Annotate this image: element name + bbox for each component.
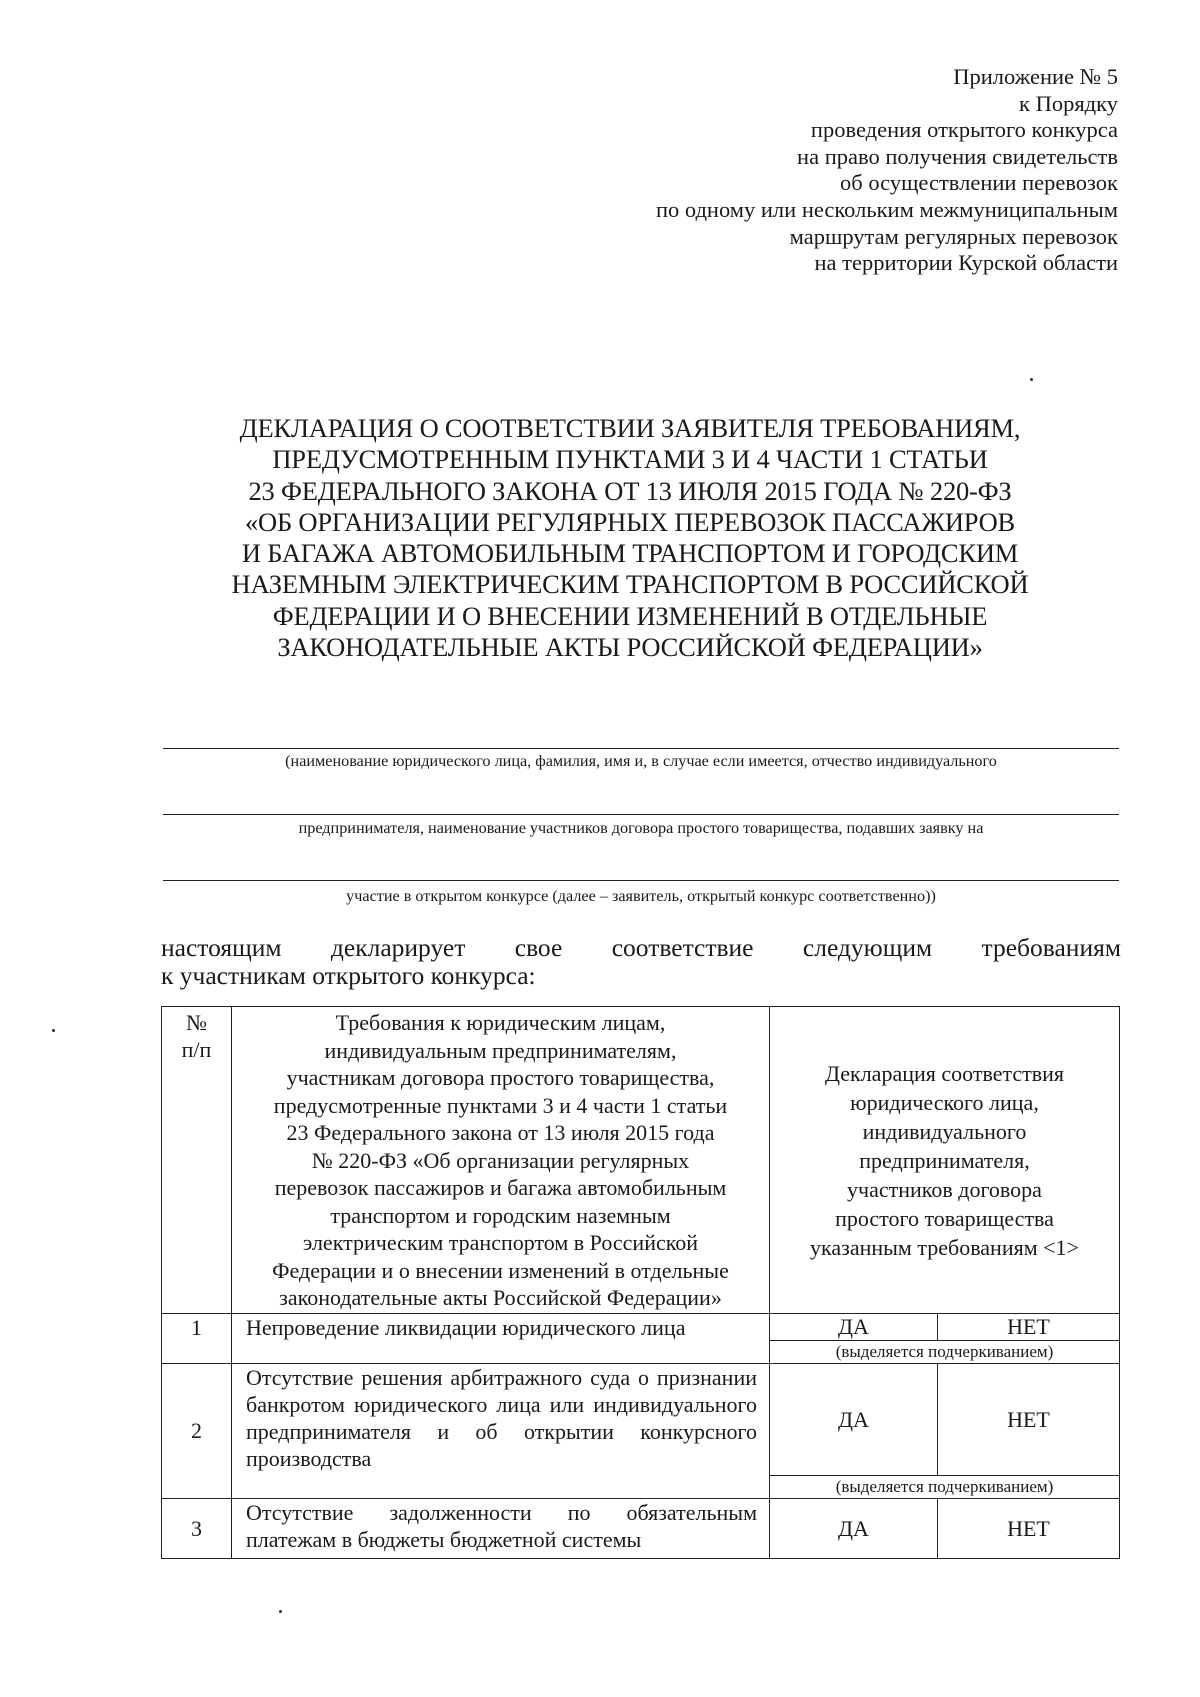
underline-note: (выделяется подчеркиванием) <box>770 1341 1120 1364</box>
no-option[interactable]: НЕТ <box>938 1364 1120 1476</box>
header-requirements-cell <box>232 1007 770 1314</box>
appendix-line: по одному или нескольким межмуниципальным <box>655 196 1118 222</box>
yes-option[interactable]: ДА <box>770 1364 938 1476</box>
document-title <box>180 413 1080 663</box>
intro-word: требованиям <box>981 933 1121 962</box>
title-line: ПРЕДУСМОТРЕННЫМ ПУНКТАМИ 3 И 4 ЧАСТИ 1 СТАТЬИ <box>272 444 988 475</box>
applicant-caption-2: предпринимателя, наименование участников договора простого товарищества, подавших заявку на <box>298 819 984 837</box>
row-number: 2 <box>162 1364 232 1499</box>
scan-speck <box>1030 378 1033 381</box>
applicant-name-field-1[interactable] <box>163 748 1119 749</box>
header-decl-line: указанным требованиям <1> <box>810 1234 1079 1260</box>
appendix-line: к Порядку <box>1019 90 1118 116</box>
header-decl-line: участников договора <box>847 1176 1042 1202</box>
appendix-line: проведения открытого конкурса <box>810 117 1118 143</box>
yes-option[interactable]: ДА <box>770 1314 938 1341</box>
header-req-line: Требования к юридическим лицам, <box>335 1010 666 1035</box>
header-number-line: № <box>186 1010 207 1035</box>
appendix-line: на территории Курской области <box>814 250 1118 276</box>
header-decl-line: простого товарищества <box>835 1205 1054 1231</box>
table-row <box>162 1314 1120 1341</box>
header-req-line: Федерации и о внесении изменений в отдельные <box>272 1257 729 1283</box>
appendix-line: на право получения свидетельств <box>797 143 1118 169</box>
appendix-line: Приложение № 5 <box>953 64 1118 89</box>
intro-word: следующим <box>802 933 933 962</box>
intro-word: соответствие <box>611 933 754 962</box>
no-option[interactable]: НЕТ <box>938 1314 1120 1341</box>
requirements-table <box>161 1006 1120 1559</box>
header-decl-line: Декларация соответствия <box>824 1060 1065 1086</box>
applicant-caption-1: (наименование юридического лица, фамилия, имя и, в случае если имеется, отчество индивидуального <box>285 752 997 770</box>
underline-note: (выделяется подчеркиванием) <box>770 1476 1120 1499</box>
intro-line-2: к участникам открытого конкурса: <box>161 961 536 990</box>
header-req-line: 23 Федерального закона от 13 июля 2015 года <box>286 1120 715 1145</box>
header-req-line: электрическим транспортом в Российской <box>302 1230 699 1255</box>
title-line: ДЕКЛАРАЦИЯ О СООТВЕТСТВИИ ЗАЯВИТЕЛЯ ТРЕБОВАНИЯМ, <box>239 413 1021 443</box>
applicant-caption-3: участие в открытом конкурсе (далее – заявитель, открытый конкурс соответственно)) <box>346 887 936 905</box>
header-req-line: предусмотренные пунктами 3 и 4 части 1 статьи <box>273 1092 728 1118</box>
row-requirement-text: Отсутствие решения арбитражного суда о признании банкротом юридического лица или индивидуального предпринимателя и об открытии конкурсного производства <box>232 1364 770 1499</box>
header-decl-line: предпринимателя, <box>859 1147 1030 1173</box>
title-line: 23 ФЕДЕРАЛЬНОГО ЗАКОНА ОТ 13 ИЮЛЯ 2015 ГОДА № 220-ФЗ <box>248 475 1012 506</box>
header-req-line: транспортом и городским наземным <box>330 1202 671 1228</box>
header-number-cell <box>162 1007 232 1314</box>
intro-word: настоящим <box>161 933 282 962</box>
intro-word: декларирует <box>330 933 466 962</box>
appendix-line: маршрутам регулярных перевозок <box>789 223 1118 249</box>
no-option[interactable]: НЕТ <box>938 1499 1120 1559</box>
scan-speck <box>279 1610 282 1613</box>
scan-speck <box>52 1029 55 1032</box>
title-line: ФЕДЕРАЦИИ И О ВНЕСЕНИИ ИЗМЕНЕНИЙ В ОТДЕЛЬНЫЕ <box>272 600 988 631</box>
title-line: НАЗЕМНЫМ ЭЛЕКТРИЧЕСКИМ ТРАНСПОРТОМ В РОССИЙСКОЙ <box>231 569 1029 600</box>
title-line: «ОБ ОРГАНИЗАЦИИ РЕГУЛЯРНЫХ ПЕРЕВОЗОК ПАССАЖИРОВ <box>244 506 1016 537</box>
header-decl-line: юридического лица, <box>850 1089 1039 1115</box>
header-decl-line: индивидуального <box>862 1118 1027 1144</box>
intro-paragraph <box>161 934 1121 990</box>
header-req-line: участникам договора простого товарищества, <box>286 1065 715 1090</box>
header-req-line: индивидуальным предпринимателям, <box>324 1037 677 1063</box>
row-number: 3 <box>162 1499 232 1559</box>
title-line: ЗАКОНОДАТЕЛЬНЫЕ АКТЫ РОССИЙСКОЙ ФЕДЕРАЦИИ» <box>277 632 983 663</box>
table-row <box>162 1499 1120 1559</box>
applicant-name-field-2[interactable] <box>163 814 1119 815</box>
appendix-line: об осуществлении перевозок <box>840 170 1118 196</box>
appendix-reference <box>656 64 1118 277</box>
applicant-name-field-3[interactable] <box>163 880 1119 881</box>
row-requirement-text: Непроведение ликвидации юридического лица <box>232 1314 770 1364</box>
intro-word: свое <box>514 933 563 962</box>
table-row <box>162 1364 1120 1476</box>
header-req-line: перевозок пассажиров и багажа автомобильным <box>274 1175 727 1200</box>
header-declaration-cell <box>770 1007 1120 1314</box>
header-req-line: № 220-ФЗ «Об организации регулярных <box>311 1147 690 1173</box>
header-req-line: законодательные акты Российской Федерации» <box>279 1285 722 1310</box>
row-number: 1 <box>162 1314 232 1364</box>
table-header-row <box>162 1007 1120 1314</box>
row-requirement-text: Отсутствие задолженности по обязательным платежам в бюджеты бюджетной системы <box>232 1499 770 1559</box>
title-line: И БАГАЖА АВТОМОБИЛЬНЫМ ТРАНСПОРТОМ И ГОРОДСКИМ <box>241 538 1019 569</box>
yes-option[interactable]: ДА <box>770 1499 938 1559</box>
header-number-line: п/п <box>181 1037 212 1062</box>
